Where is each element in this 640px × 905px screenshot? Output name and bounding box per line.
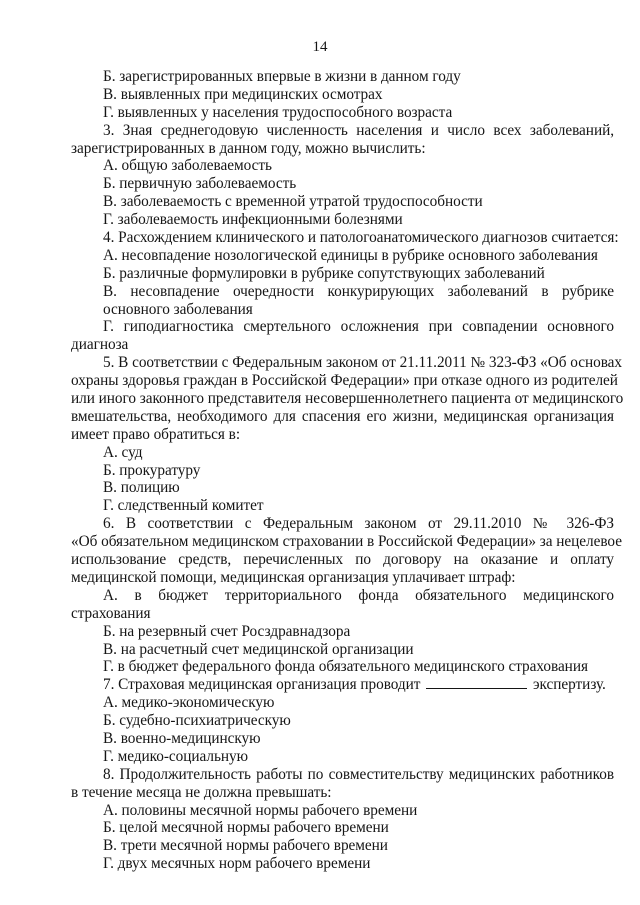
answer-option: Г. медико-социальную [103,747,249,765]
document-body [71,68,624,873]
answer-option-cont: диагноза [71,336,129,354]
answer-option: Г. двух месячных норм рабочего времени [103,855,371,873]
answer-option: А. общую заболеваемость [103,157,272,175]
question-5-cont: или иного законного представителя несовершеннолетнего пациента от медицинского [71,390,624,408]
answer-option-cont: основного заболевания [103,300,253,318]
page-number: 14 [312,39,328,55]
answer-blank-line [426,676,527,689]
answer-option: Б. зарегистрированных впервые в жизни в данном году [103,68,461,85]
question-5-cont: охраны здоровья граждан в Российской Федерации» при отказе одного из родителей [71,372,618,390]
answer-option: В. трети месячной нормы рабочего времени [103,837,388,855]
answer-option: А. в бюджет территориального фонда обязательного медицинского [103,586,614,604]
answer-option: Г. следственный комитет [103,497,264,515]
answer-option: А. половины месячной нормы рабочего времени [103,801,418,819]
question-3-cont: зарегистрированных в данном году, можно вычислить: [71,139,426,157]
answer-option: Б. прокуратуру [103,461,201,479]
answer-option: В. заболеваемость с временной утратой трудоспособности [103,193,483,211]
question-6-cont: «Об обязательном медицинском страховании в Российской Федерации» за нецелевое [71,533,622,551]
answer-option: Б. судебно-психиатрическую [103,712,291,730]
question-6: 6. В соответствии с Федеральным законом от 29.11.2010 № 326-ФЗ [103,515,614,533]
answer-option: Г. в бюджет федерального фонда обязательного медицинского страхования [103,658,588,676]
question-7 [71,676,614,694]
question-8: 8. Продолжительность работы по совместительству медицинских работников [103,765,614,783]
question-8-cont: в течение месяца не должна превышать: [71,783,332,801]
answer-option: В. выявленных при медицинских осмотрах [103,85,383,103]
answer-option: Г. выявленных у населения трудоспособного возраста [103,103,453,121]
answer-option: Б. на резервный счет Росздравнадзора [103,622,351,640]
answer-option: А. несовпадение нозологической единицы в рубрике основного заболевания [103,246,598,264]
answer-option-cont: страхования [71,604,151,622]
answer-option: А. медико-экономическую [103,694,275,712]
question-7-text: 7. Страховая медицинская организация проводит [103,676,421,694]
answer-option: Г. заболеваемость инфекционными болезнями [103,211,403,229]
answer-option: Б. различные формулировки в рубрике сопутствующих заболеваний [103,264,545,282]
answer-option: В. полицию [103,479,180,497]
question-4: 4. Расхождением клинического и патологоанатомического диагнозов считается: [103,229,619,247]
question-5: 5. В соответствии с Федеральным законом от 21.11.2011 № 323-ФЗ «Об основах [103,354,623,372]
answer-option: Б. целой месячной нормы рабочего времени [103,819,389,837]
question-6-cont: использование средств, перечисленных по договору на оказание и оплату [71,551,614,569]
answer-option: В. военно-медицинскую [103,729,261,747]
question-5-cont: вмешательства, необходимого для спасения его жизни, медицинская организация [71,407,614,425]
question-7-text-end: экспертизу. [533,676,606,694]
answer-option: В. на расчетный счет медицинской организации [103,640,414,658]
question-3: 3. Зная среднегодовую численность населения и число всех заболеваний, [103,121,614,139]
answer-option: Г. гиподиагностика смертельного осложнения при совпадении основного [103,318,614,336]
answer-option: Б. первичную заболеваемость [103,175,297,193]
answer-option: В. несовпадение очередности конкурирующих заболеваний в рубрике [103,282,614,300]
question-6-cont: медицинской помощи, медицинская организация уплачивает штраф: [71,568,516,586]
answer-option: А. суд [103,443,143,461]
question-5-cont: имеет право обратиться в: [71,425,241,443]
